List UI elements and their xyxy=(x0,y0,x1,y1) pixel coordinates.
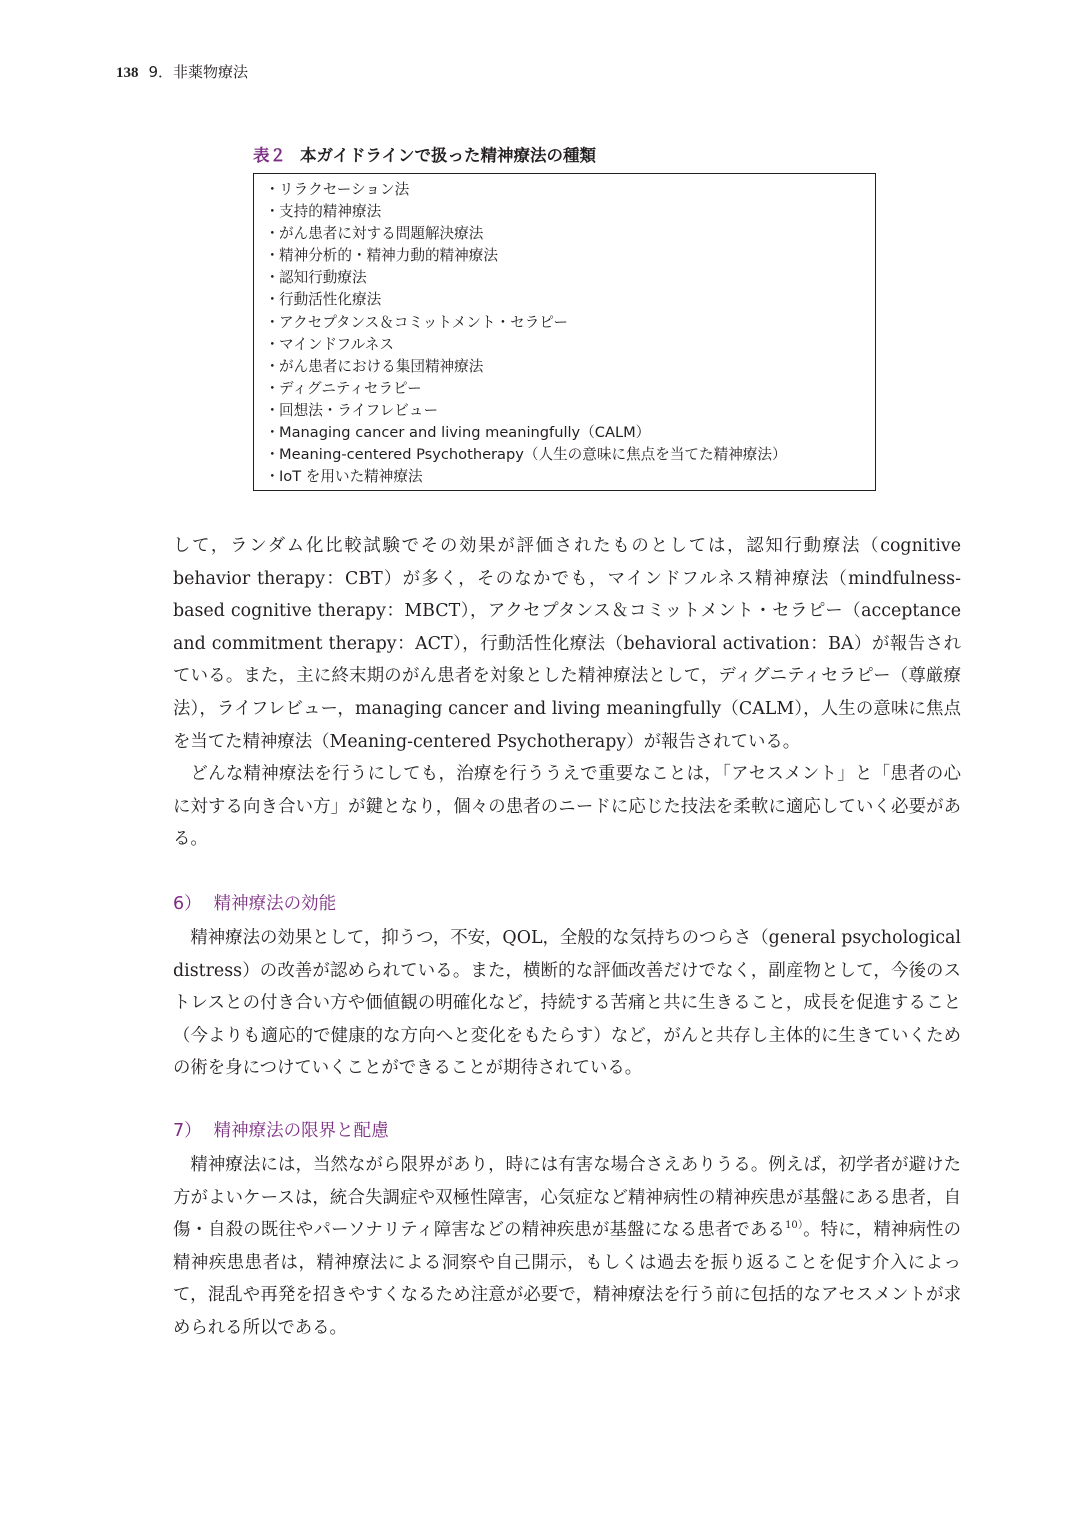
table-list-item xyxy=(265,289,875,311)
section-7-paragraph-part-2: 。特に，精神病性の精神疾患患者は，精神療法による洞察や自己開示，もしくは過去を振り返ることを促す介入によって，混乱や再発を招きやすくなるため注意が必要で，精神療法を行う前に包括的なアセスメントが求められる所以である。 xyxy=(173,1220,961,1338)
table-list-item-text: ディグニティセラピー xyxy=(279,379,422,397)
bullet-marker: ・ xyxy=(265,468,280,486)
intro-text xyxy=(173,530,961,856)
bullet-marker: ・ xyxy=(265,313,280,331)
bullet-marker: ・ xyxy=(265,203,280,221)
bullet-marker: ・ xyxy=(265,181,280,198)
citation-10: 10） xyxy=(785,1220,804,1232)
table-list-item xyxy=(265,334,875,356)
bullet-marker: ・ xyxy=(265,357,280,375)
section-6-title: 精神療法の効能 xyxy=(213,894,337,914)
table-list-item-text: 支持的精神療法 xyxy=(279,203,382,221)
table-list xyxy=(265,179,875,488)
table-list-item xyxy=(265,201,875,223)
table-list-item-text: がん患者における集団精神療法 xyxy=(279,357,484,375)
chapter-title: 9．非薬物療法 xyxy=(148,63,249,81)
table-list-item xyxy=(265,422,875,444)
table-list-item-text: 精神分析的・精神力動的精神療法 xyxy=(279,247,498,265)
table-list-item-text: がん患者に対する問題解決療法 xyxy=(279,225,484,243)
table-list-item-text: 認知行動療法 xyxy=(279,269,367,287)
table-list-item xyxy=(265,267,875,289)
table-list-item-text: 回想法・ライフレビュー xyxy=(279,401,439,419)
running-head xyxy=(116,62,248,83)
table-list-item xyxy=(265,466,875,488)
section-7-title: 精神療法の限界と配慮 xyxy=(213,1121,389,1141)
table-list-item-text: 行動活性化療法 xyxy=(279,291,382,309)
table-list-item-text: Meaning-centered Psychotherapy（人生の意味に焦点を当てた精神療法） xyxy=(279,446,787,464)
section-6-heading xyxy=(173,892,336,916)
bullet-marker: ・ xyxy=(265,446,280,464)
page-number: 138 xyxy=(116,65,139,81)
section-7-text xyxy=(173,1149,961,1345)
section-7-paragraph xyxy=(173,1149,961,1345)
intro-paragraph-2: どんな精神療法を行うにしても，治療を行ううえで重要なことは，「アセスメント」と「患者の心に対する向き合い方」が鍵となり，個々の患者のニードに応じた技法を柔軟に適応していく必要がある。 xyxy=(173,764,961,850)
bullet-marker: ・ xyxy=(265,335,280,353)
section-6-text xyxy=(173,922,961,1085)
table-list-item-text: IoT を用いた精神療法 xyxy=(279,468,423,486)
table-list-item xyxy=(265,223,875,245)
table-caption xyxy=(253,145,596,167)
table-label: 表２ xyxy=(253,146,286,165)
intro-paragraph-1: して，ランダム化比較試験でその効果が評価されたものとしては，認知行動療法（cognitive behavior therapy：CBT）が多く，そのなかでも，マインドフルネス精神療法（mindfulness-based cognitive therapy：MBCT），アクセプタンス＆コミットメント・セラピー（acceptance and commitment therapy：ACT），行動活性化療法（behavioral activation：BA）が報告されている。また，主に終末期のがん患者を対象とした精神療法として，ディグニティセラピー（尊厳療法），ライフレビュー，managing cancer and living meaningfully（CALM），人生の意味に焦点を当てた精神療法（Meaning-centered Psychotherapy）が報告されている。 xyxy=(173,536,961,752)
table-list-item xyxy=(265,312,875,334)
bullet-marker: ・ xyxy=(265,247,280,265)
table-list-item xyxy=(265,400,875,422)
table-list-item xyxy=(265,356,875,378)
table-list-item-text: マインドフルネス xyxy=(279,335,394,353)
section-7-paragraph-part-1: 精神療法には，当然ながら限界があり，時には有害な場合さえありうる。例えば，初学者が避けた方がよいケースは，統合失調症や双極性障害，心気症など精神病性の精神疾患が基盤にある患者，自傷・自殺の既往やパーソナリティ障害などの精神疾患が基盤になる患者である xyxy=(173,1155,961,1241)
table-list-item xyxy=(265,179,875,201)
table-list-item xyxy=(265,378,875,400)
section-6-paragraph: 精神療法の効果として，抑うつ，不安，QOL，全般的な気持ちのつらさ（general psychological distress）の改善が認められている。また，横断的な評価改善だけでなく，副産物として，今後のストレスとの付き合い方や価値観の明確化など，持続する苦痛と共に生きること，成長を促進すること（今よりも適応的で健康的な方向へと変化をもたらす）など，がんと共存し主体的に生きていくための術を身につけていくことができることが期待されている。 xyxy=(173,928,961,1079)
table-list-item xyxy=(265,245,875,267)
bullet-marker: ・ xyxy=(265,401,280,419)
table-list-item-text: Managing cancer and living meaningfully（CALM） xyxy=(279,424,651,442)
section-6-number: 6） xyxy=(173,894,202,914)
bullet-marker: ・ xyxy=(265,269,280,287)
section-7-heading xyxy=(173,1119,389,1143)
bullet-marker: ・ xyxy=(265,225,280,243)
table-title: 本ガイドラインで扱った精神療法の種類 xyxy=(300,146,597,165)
table-list-item-text: リラクセーション法 xyxy=(279,181,410,198)
bullet-marker: ・ xyxy=(265,291,280,309)
bullet-marker: ・ xyxy=(265,424,280,442)
psychotherapy-types-table xyxy=(253,173,876,491)
table-list-item-text: アクセプタンス＆コミットメント・セラピー xyxy=(279,313,568,331)
table-list-item xyxy=(265,444,875,466)
bullet-marker: ・ xyxy=(265,379,280,397)
section-7-number: 7） xyxy=(173,1121,202,1141)
